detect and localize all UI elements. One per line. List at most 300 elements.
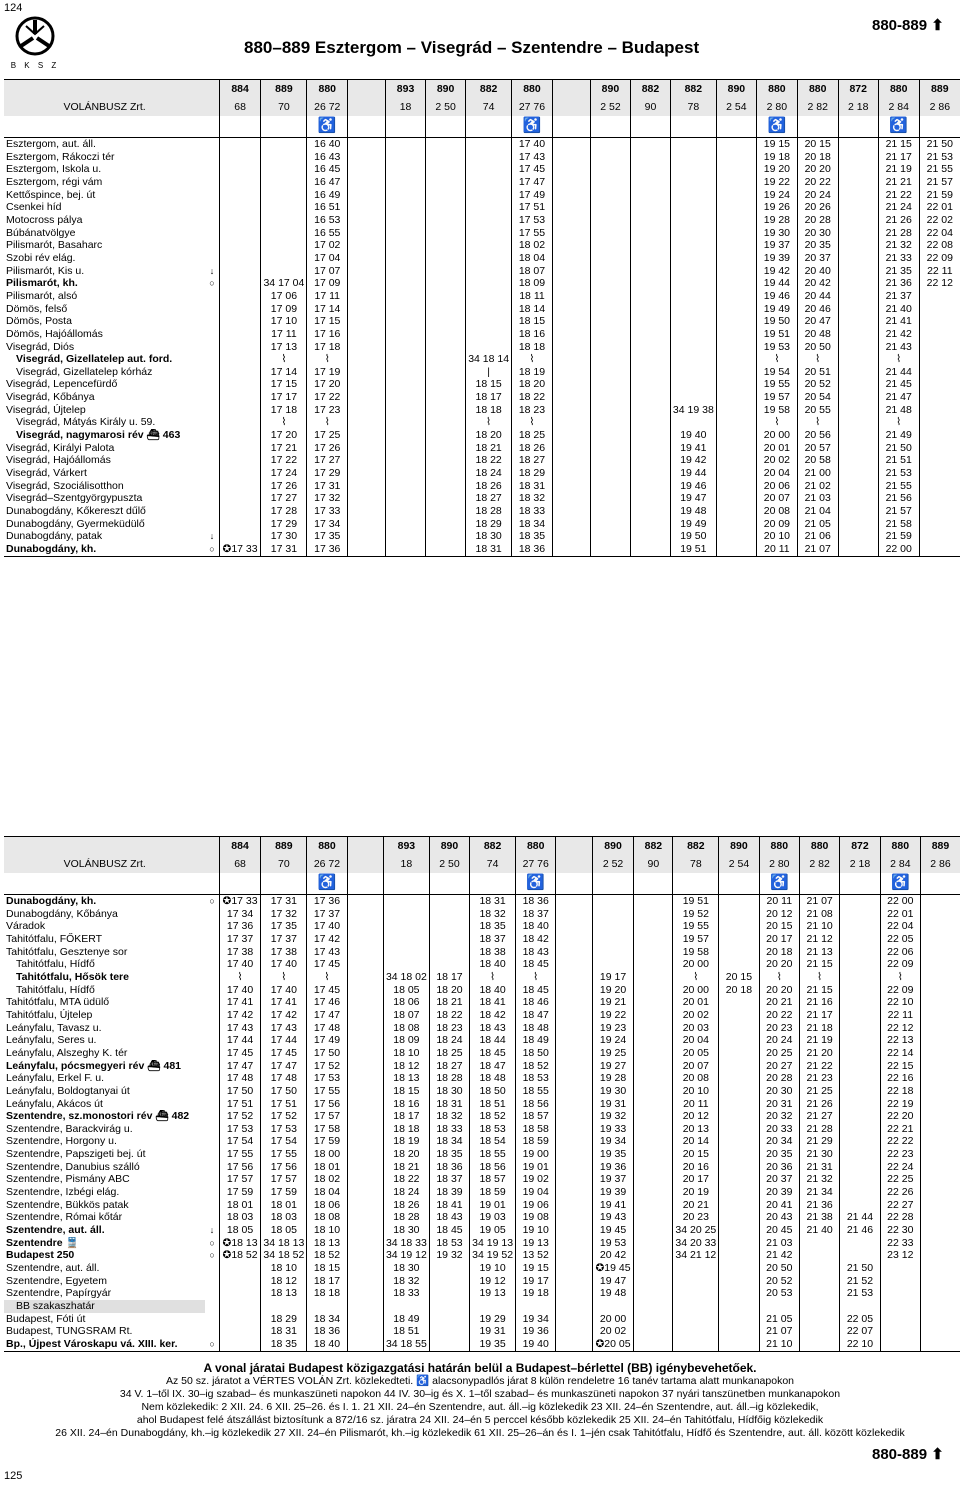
departure-time (552, 366, 590, 379)
departure-time (920, 1123, 960, 1136)
departure-time (386, 505, 426, 518)
departure-time (466, 138, 512, 151)
route-number: 880 (307, 80, 348, 99)
departure-time: 19 53 (592, 1237, 634, 1250)
departure-time (838, 151, 878, 164)
departure-time (556, 1148, 592, 1161)
departure-time: 34 18 33 (383, 1237, 429, 1250)
departure-time: 18 05 (261, 1224, 307, 1237)
departure-time: 19 30 (756, 227, 797, 240)
departure-time (880, 1275, 920, 1288)
departure-time (348, 303, 386, 316)
departure-time (552, 138, 590, 151)
trip-note: 27 76 (512, 98, 553, 116)
departure-time: 18 24 (383, 1186, 429, 1199)
trip-note: 74 (470, 855, 516, 873)
departure-time: 34 18 13 (261, 1237, 307, 1250)
stop-row (4, 958, 960, 971)
stop-row (4, 920, 960, 933)
departure-time: 18 11 (512, 290, 553, 303)
stop-marker (205, 391, 219, 404)
accessibility-cell (383, 873, 429, 895)
departure-time (552, 214, 590, 227)
departure-time: 18 18 (383, 1123, 429, 1136)
accessibility-cell (219, 116, 261, 138)
departure-time (348, 341, 386, 354)
accessibility-cell (920, 873, 960, 895)
departure-time (673, 1275, 719, 1288)
departure-time (634, 1224, 673, 1237)
departure-time (219, 518, 261, 531)
stop-row (4, 1135, 960, 1148)
trip-note (552, 98, 590, 116)
departure-time (799, 1237, 839, 1250)
stop-name: Leányfalu, Boldogtanyai út (6, 1084, 130, 1097)
departure-time (840, 1199, 880, 1212)
departure-time: 17 44 (219, 1034, 261, 1047)
departure-time (556, 1173, 592, 1186)
trip-note: 2 50 (429, 855, 469, 873)
stop-name: Szentendre, Római kőtár (6, 1211, 123, 1224)
departure-time (631, 265, 671, 278)
stop-name: Visegrád, Gizellatelep aut. ford. (16, 353, 173, 366)
departure-time: 17 59 (261, 1186, 307, 1199)
stop-marker (205, 1098, 219, 1111)
departure-time (386, 239, 426, 252)
departure-time (552, 176, 590, 189)
departure-time (592, 946, 634, 959)
departure-time: 20 04 (756, 467, 797, 480)
stop-row (4, 1199, 960, 1212)
departure-time: 17 11 (307, 290, 348, 303)
stop-row (4, 543, 960, 556)
departure-time (719, 1300, 759, 1313)
departure-time (426, 416, 466, 429)
departure-time (838, 454, 878, 467)
departure-time: 17 31 (261, 543, 307, 556)
departure-time (556, 984, 592, 997)
departure-time: 19 28 (592, 1072, 634, 1085)
stop-marker (205, 1022, 219, 1035)
departure-time: 18 10 (383, 1047, 429, 1060)
departure-time: 18 19 (383, 1135, 429, 1148)
trip-note: 18 (383, 855, 429, 873)
departure-time: 19 10 (516, 1224, 556, 1237)
departure-time: 19 49 (670, 518, 716, 531)
departure-time: 20 18 (719, 984, 759, 997)
departure-time (631, 252, 671, 265)
departure-time (386, 138, 426, 151)
departure-time: 18 22 (429, 1009, 469, 1022)
departure-time: 21 25 (799, 1085, 839, 1098)
departure-time: 18 24 (429, 1034, 469, 1047)
departure-time: 21 27 (799, 1110, 839, 1123)
departure-time (348, 265, 386, 278)
departure-time (426, 442, 466, 455)
departure-time: 20 11 (673, 1098, 719, 1111)
departure-time: 18 36 (429, 1161, 469, 1174)
departure-time: 17 15 (307, 315, 348, 328)
departure-time (716, 429, 756, 442)
departure-time (347, 1211, 383, 1224)
departure-time: 19 48 (592, 1287, 634, 1300)
stop-name: Visegrád, Diós (6, 340, 75, 353)
departure-time (840, 996, 880, 1009)
departure-time: 16 53 (307, 214, 348, 227)
departure-time (920, 1186, 960, 1199)
accessibility-cell (348, 116, 386, 138)
departure-time (219, 378, 261, 391)
departure-time (347, 1325, 383, 1338)
departure-time: 21 40 (878, 303, 919, 316)
departure-time: 17 23 (307, 404, 348, 417)
departure-time (840, 1009, 880, 1022)
departure-time (347, 1287, 383, 1300)
stop-name: Leányfalu, Tavasz u. (6, 1021, 102, 1034)
departure-time: 17 50 (219, 1085, 261, 1098)
wheelchair-icon: ♿ (522, 117, 542, 134)
departure-time (634, 1060, 673, 1073)
departure-time (634, 1034, 673, 1047)
departure-time: 20 30 (759, 1085, 799, 1098)
departure-time: 17 45 (307, 958, 347, 971)
departure-time (719, 1098, 759, 1111)
stop-marker (205, 996, 219, 1009)
departure-time: 22 09 (919, 252, 960, 265)
departure-time (347, 1072, 383, 1085)
departure-time: 17 40 (219, 958, 261, 971)
header-spacer (205, 837, 219, 856)
stop-name: Szentendre, Papírgyár (6, 1287, 112, 1300)
departure-time (386, 530, 426, 543)
departure-time (219, 189, 261, 202)
stop-name: Tahitótfalu, MTA üdülő (6, 996, 110, 1009)
operator-name: VOLÁNBUSZ Zrt. (4, 855, 205, 873)
departure-time: 17 26 (307, 442, 348, 455)
departure-time: 18 01 (307, 1161, 347, 1174)
departure-time: 17 51 (261, 1098, 307, 1111)
stop-row (4, 265, 960, 278)
departure-time: ✪18 52 (219, 1249, 261, 1262)
trip-note: 2 80 (759, 855, 799, 873)
departure-time (552, 239, 590, 252)
departure-time (634, 1199, 673, 1212)
departure-time: 18 26 (466, 480, 512, 493)
route-number: 882 (631, 80, 671, 99)
stop-marker (205, 353, 219, 366)
departure-time (590, 543, 630, 556)
departure-time: 20 26 (797, 201, 838, 214)
departure-time (920, 1313, 960, 1326)
departure-time (840, 946, 880, 959)
route-number: 880 (799, 837, 839, 856)
departure-time (919, 480, 960, 493)
departure-time (552, 454, 590, 467)
departure-time: 21 15 (878, 138, 919, 151)
stop-name: Dömös, felső (6, 302, 68, 315)
stop-marker (205, 1300, 219, 1313)
departure-time (386, 214, 426, 227)
operator-row (4, 855, 960, 873)
departure-time: 18 17 (307, 1275, 347, 1288)
departure-time: 19 31 (592, 1098, 634, 1111)
departure-time (347, 1224, 383, 1237)
departure-time (386, 341, 426, 354)
departure-time: 17 57 (219, 1173, 261, 1186)
departure-time (261, 265, 307, 278)
departure-time: 17 02 (307, 239, 348, 252)
departure-time: 21 26 (878, 214, 919, 227)
stop-marker (205, 290, 219, 303)
route-number: 880 (878, 80, 919, 99)
departure-time: 16 45 (307, 163, 348, 176)
departure-time (426, 239, 466, 252)
departure-time: 21 42 (878, 328, 919, 341)
departure-time: 20 42 (592, 1249, 634, 1262)
departure-time (838, 378, 878, 391)
departure-time (634, 1047, 673, 1060)
departure-time (920, 1249, 960, 1262)
accessibility-cell (878, 116, 919, 138)
accessibility-row (4, 116, 960, 138)
departure-time (920, 984, 960, 997)
departure-time (219, 252, 261, 265)
departure-time: 18 31 (470, 895, 516, 908)
departure-time (920, 920, 960, 933)
departure-time: 20 37 (759, 1173, 799, 1186)
operator-row (4, 98, 960, 116)
departure-time: 20 50 (759, 1262, 799, 1275)
departure-time: ⌇ (261, 353, 307, 366)
departure-time (590, 303, 630, 316)
departure-time: 22 05 (880, 933, 920, 946)
departure-time: 18 06 (307, 1199, 347, 1212)
departure-time: 20 15 (797, 138, 838, 151)
departure-time: 17 20 (307, 378, 348, 391)
stop-marker (205, 505, 219, 518)
departure-time: 20 03 (673, 1022, 719, 1035)
departure-time (634, 920, 673, 933)
departure-time (347, 1135, 383, 1148)
departure-time: ✪18 13 (219, 1237, 261, 1250)
departure-time (920, 1148, 960, 1161)
departure-time (556, 1287, 592, 1300)
departure-time (556, 1199, 592, 1212)
departure-time (716, 366, 756, 379)
departure-time: 20 12 (673, 1110, 719, 1123)
departure-time: 18 15 (307, 1262, 347, 1275)
departure-time (719, 1022, 759, 1035)
departure-time (799, 1249, 839, 1262)
departure-time (426, 151, 466, 164)
departure-time: 19 55 (673, 920, 719, 933)
departure-time: 21 44 (878, 366, 919, 379)
stop-name: Visegrád, Várkert (6, 467, 87, 480)
stop-name: Szentendre, Danubius szálló (6, 1160, 140, 1173)
departure-time: 21 42 (759, 1249, 799, 1262)
departure-time: 21 59 (919, 189, 960, 202)
departure-time: 18 42 (470, 1009, 516, 1022)
departure-time: 17 10 (261, 315, 307, 328)
departure-time: 18 43 (470, 1022, 516, 1035)
departure-time: 21 51 (878, 454, 919, 467)
departure-time (716, 391, 756, 404)
departure-time: 18 51 (383, 1325, 429, 1338)
departure-time: 19 58 (673, 946, 719, 959)
departure-time: 18 21 (466, 442, 512, 455)
departure-time: 17 31 (307, 480, 348, 493)
departure-time: 19 50 (670, 530, 716, 543)
departure-time (631, 518, 671, 531)
departure-time: 18 31 (261, 1325, 307, 1338)
departure-time (840, 984, 880, 997)
departure-time (920, 1022, 960, 1035)
departure-time: 17 22 (261, 454, 307, 467)
stop-name: Visegrád, Gizellatelep kórház (16, 365, 153, 378)
departure-time (219, 163, 261, 176)
accessibility-cell (261, 116, 307, 138)
trip-note (348, 98, 386, 116)
departure-time: 17 42 (307, 933, 347, 946)
departure-time (347, 920, 383, 933)
departure-time (920, 1034, 960, 1047)
departure-time: 18 08 (383, 1022, 429, 1035)
departure-time: 20 48 (797, 328, 838, 341)
departure-time (719, 920, 759, 933)
departure-time: 18 45 (470, 1047, 516, 1060)
departure-time (429, 920, 469, 933)
departure-time: 19 39 (592, 1186, 634, 1199)
departure-time: 21 36 (878, 277, 919, 290)
departure-time: 17 41 (219, 996, 261, 1009)
departure-time: 17 58 (307, 1123, 347, 1136)
stop-marker (205, 151, 219, 164)
departure-time (716, 176, 756, 189)
departure-time: 18 52 (470, 1110, 516, 1123)
stop-name: Esztergom, Iskola u. (6, 163, 102, 176)
departure-time: 21 29 (799, 1135, 839, 1148)
departure-time: 17 11 (261, 328, 307, 341)
departure-time: 18 13 (383, 1072, 429, 1085)
departure-time: 18 31 (466, 543, 512, 556)
departure-time: 19 24 (592, 1034, 634, 1047)
departure-time (840, 1135, 880, 1148)
departure-time (261, 163, 307, 176)
route-number: 889 (919, 80, 960, 99)
departure-time: ⌇ (759, 971, 799, 984)
departure-time (556, 996, 592, 1009)
departure-time: 18 32 (383, 1275, 429, 1288)
departure-time: 20 02 (673, 1009, 719, 1022)
departure-time: 19 20 (592, 984, 634, 997)
stop-name: Dunabogdány, kh. (6, 895, 97, 907)
stop-row (4, 1161, 960, 1174)
header-spacer (4, 80, 205, 99)
departure-time (838, 429, 878, 442)
departure-time (219, 1287, 261, 1300)
departure-time (634, 895, 673, 908)
departure-time (799, 1300, 839, 1313)
departure-time: 22 23 (880, 1148, 920, 1161)
header-spacer (4, 873, 205, 895)
departure-time: 22 24 (880, 1161, 920, 1174)
stop-marker (205, 1110, 219, 1123)
departure-time: 18 29 (466, 518, 512, 531)
departure-time (919, 492, 960, 505)
departure-time (838, 404, 878, 417)
departure-time: 17 56 (261, 1161, 307, 1174)
departure-time: 18 43 (429, 1211, 469, 1224)
departure-time: 17 53 (512, 214, 553, 227)
departure-time (348, 277, 386, 290)
stop-marker (205, 1060, 219, 1073)
departure-time (470, 1300, 516, 1313)
departure-time: 18 37 (429, 1173, 469, 1186)
departure-time (348, 189, 386, 202)
departure-time (386, 454, 426, 467)
departure-time (719, 1148, 759, 1161)
departure-time: 21 49 (878, 429, 919, 442)
departure-time (673, 1325, 719, 1338)
departure-time: ⌇ (878, 353, 919, 366)
stop-name: Dunabogdány, kh. (4, 543, 205, 556)
departure-time: 17 20 (261, 429, 307, 442)
departure-time (219, 404, 261, 417)
departure-time: 18 57 (470, 1173, 516, 1186)
departure-time: 20 40 (797, 265, 838, 278)
stop-name: Szentendre, sz.monostori rév ⛴ 482 (6, 1110, 190, 1123)
stop-name: Váradok (6, 920, 46, 933)
departure-time: 17 09 (261, 303, 307, 316)
departure-time (347, 895, 383, 908)
departure-time (719, 996, 759, 1009)
accessibility-cell (880, 873, 920, 895)
departure-time (219, 151, 261, 164)
departure-time (838, 315, 878, 328)
departure-time (838, 176, 878, 189)
stop-row (4, 201, 960, 214)
departure-time: 17 36 (307, 895, 347, 908)
footnote-line: Nem közlekedik: 2 XII. 24. 6 XII. 25–26. és I. 1. 21 XII. 24–én Szentendre, aut. áll.–ig közlekedik 23 XII. 24–én Szentendre, aut. áll.–ig közlekedik, (141, 1401, 819, 1413)
departure-time (386, 315, 426, 328)
departure-time: 22 04 (919, 227, 960, 240)
departure-time (219, 341, 261, 354)
header-spacer (4, 837, 205, 856)
accessibility-cell (426, 116, 466, 138)
route-number: 872 (840, 837, 880, 856)
departure-time: 18 09 (512, 277, 553, 290)
departure-time: 20 57 (797, 442, 838, 455)
departure-time (590, 239, 630, 252)
departure-time: 20 36 (759, 1161, 799, 1174)
departure-time (670, 353, 716, 366)
departure-time (347, 1047, 383, 1060)
departure-time (919, 378, 960, 391)
departure-time: 34 19 52 (470, 1249, 516, 1262)
accessibility-cell (261, 873, 307, 895)
departure-time: 21 33 (878, 252, 919, 265)
stop-row (4, 1224, 960, 1237)
trip-note: 2 84 (880, 855, 920, 873)
accessibility-cell (673, 873, 719, 895)
stop-row (4, 518, 960, 531)
departure-time (426, 353, 466, 366)
departure-time: 22 20 (880, 1110, 920, 1123)
departure-time (716, 442, 756, 455)
departure-time: 18 52 (516, 1060, 556, 1073)
departure-time: 20 58 (797, 454, 838, 467)
departure-time: 19 48 (670, 505, 716, 518)
